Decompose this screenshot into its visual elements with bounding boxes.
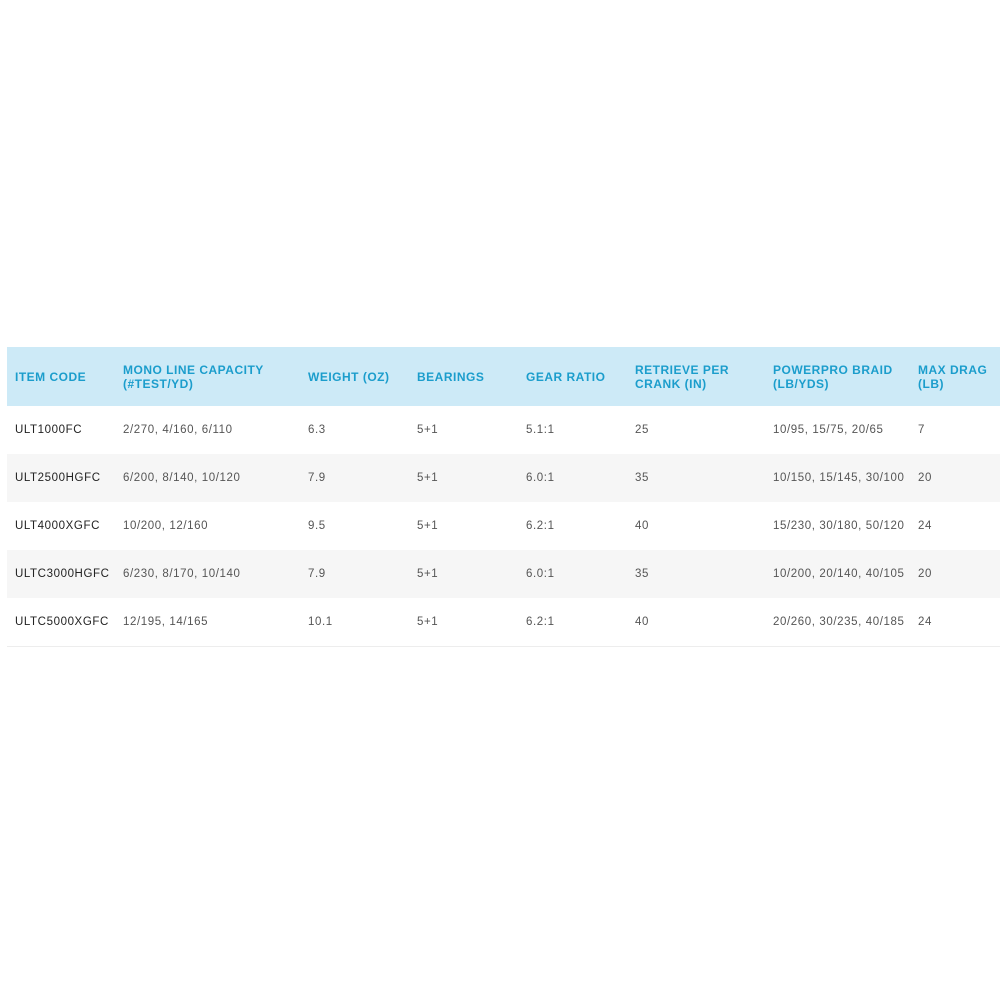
spec-table-container (7, 347, 1000, 647)
header-gear-ratio: GEAR RATIO (526, 369, 606, 384)
cell-max-drag: 7 (918, 424, 925, 436)
header-retrieve-per-crank: RETRIEVE PER CRANK (IN) (635, 362, 730, 391)
cell-weight: 7.9 (308, 568, 326, 580)
cell-bearings: 5+1 (417, 520, 439, 532)
header-mono-line-capacity: MONO LINE CAPACITY (#TEST/YD) (123, 362, 264, 391)
cell-powerpro-braid: 20/260, 30/235, 40/185 (773, 616, 905, 628)
spec-table (7, 347, 1000, 647)
cell-bearings: 5+1 (417, 616, 439, 628)
cell-mono-line-capacity: 10/200, 12/160 (123, 520, 209, 532)
cell-item-code: ULT4000XGFC (15, 520, 100, 532)
cell-gear-ratio: 6.0:1 (526, 568, 555, 580)
cell-gear-ratio: 5.1:1 (526, 424, 555, 436)
cell-gear-ratio: 6.2:1 (526, 616, 555, 628)
cell-weight: 7.9 (308, 472, 326, 484)
cell-max-drag: 24 (918, 616, 932, 628)
cell-powerpro-braid: 10/150, 15/145, 30/100 (773, 472, 905, 484)
table-row (7, 598, 1000, 647)
cell-retrieve-per-crank: 35 (635, 472, 649, 484)
table-row (7, 406, 1000, 454)
table-header (7, 347, 1000, 406)
cell-max-drag: 20 (918, 472, 932, 484)
cell-gear-ratio: 6.0:1 (526, 472, 555, 484)
header-row (7, 347, 1000, 406)
cell-retrieve-per-crank: 40 (635, 616, 649, 628)
cell-weight: 10.1 (308, 616, 333, 628)
cell-item-code: ULTC3000HGFC (15, 568, 110, 580)
cell-item-code: ULT2500HGFC (15, 472, 101, 484)
cell-retrieve-per-crank: 35 (635, 568, 649, 580)
header-powerpro-braid: POWERPRO BRAID (LB/YDS) (773, 362, 893, 391)
cell-weight: 6.3 (308, 424, 326, 436)
header-bearings: BEARINGS (417, 369, 485, 384)
cell-item-code: ULTC5000XGFC (15, 616, 109, 628)
cell-powerpro-braid: 10/95, 15/75, 20/65 (773, 424, 884, 436)
header-weight: WEIGHT (OZ) (308, 369, 390, 384)
cell-mono-line-capacity: 6/230, 8/170, 10/140 (123, 568, 241, 580)
cell-mono-line-capacity: 2/270, 4/160, 6/110 (123, 424, 233, 436)
cell-bearings: 5+1 (417, 472, 439, 484)
cell-mono-line-capacity: 12/195, 14/165 (123, 616, 209, 628)
cell-max-drag: 20 (918, 568, 932, 580)
cell-bearings: 5+1 (417, 424, 439, 436)
header-item-code: ITEM CODE (15, 369, 87, 384)
cell-retrieve-per-crank: 25 (635, 424, 649, 436)
cell-bearings: 5+1 (417, 568, 439, 580)
table-row (7, 550, 1000, 598)
header-max-drag: MAX DRAG (LB) (918, 362, 988, 391)
cell-mono-line-capacity: 6/200, 8/140, 10/120 (123, 472, 241, 484)
cell-item-code: ULT1000FC (15, 424, 83, 436)
table-row (7, 454, 1000, 502)
cell-retrieve-per-crank: 40 (635, 520, 649, 532)
cell-max-drag: 24 (918, 520, 932, 532)
table-body (7, 406, 1000, 647)
cell-powerpro-braid: 10/200, 20/140, 40/105 (773, 568, 905, 580)
table-row (7, 502, 1000, 550)
cell-gear-ratio: 6.2:1 (526, 520, 555, 532)
cell-weight: 9.5 (308, 520, 326, 532)
cell-powerpro-braid: 15/230, 30/180, 50/120 (773, 520, 905, 532)
